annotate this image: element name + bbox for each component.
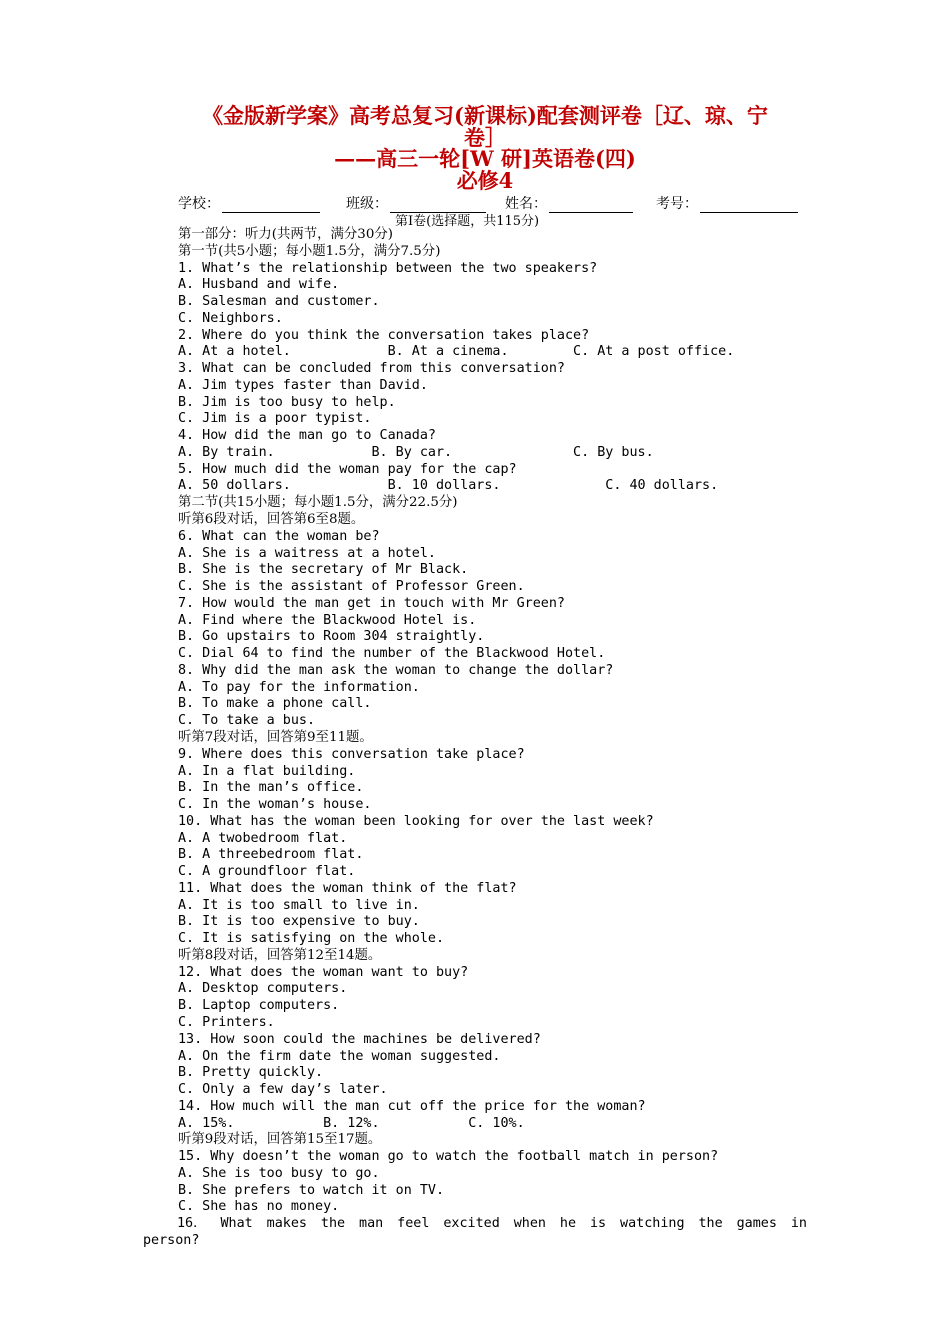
text-line: C. Printers.: [178, 1014, 275, 1030]
text-line: 3. What can be concluded from this conversation?: [178, 361, 565, 377]
text-line: 15. Why doesn’t the woman go to watch the football match in person?: [178, 1149, 719, 1165]
question-16-word: the: [320, 1216, 346, 1231]
text-line: A. Jim types faster than David.: [178, 377, 428, 393]
text-line: B. Go upstairs to Room 304 straightly.: [178, 629, 485, 645]
text-line: 1. What’s the relationship between the two speakers?: [178, 260, 598, 276]
question-16-word: makes: [266, 1216, 307, 1231]
text-line: A. Desktop computers.: [178, 981, 348, 997]
question-16-word: excited: [443, 1216, 500, 1231]
doc-title-line2: 卷］: [464, 125, 506, 150]
question-16-word: man: [359, 1216, 384, 1231]
exam-no-blank[interactable]: [700, 198, 798, 213]
text-line: 4. How did the man go to Canada?: [178, 428, 436, 444]
text-line: 8. Why did the man ask the woman to change the dollar?: [178, 662, 614, 678]
text-line: 13. How soon could the machines be delivered?: [178, 1031, 541, 1047]
question-16-word: is: [589, 1216, 607, 1231]
text-line: C. In the woman’s house.: [178, 797, 372, 813]
text-line: A. It is too small to live in.: [178, 897, 420, 913]
text-line: B. Laptop computers.: [178, 998, 340, 1014]
question-16-word: 16．: [177, 1216, 207, 1231]
text-line: B. She prefers to watch it on TV.: [178, 1182, 445, 1198]
text-line: C. It is satisfying on the whole.: [178, 931, 445, 947]
exam-no-field: 考号：: [656, 193, 798, 213]
text-line: 9. Where does this conversation take place?: [178, 746, 525, 762]
text-line: A. She is too busy to go.: [178, 1165, 380, 1181]
question-16-continuation: person?: [143, 1232, 200, 1248]
text-line: 听第9段对话，回答第15至17题。: [178, 1132, 382, 1148]
text-line: C. She is the assistant of Professor Green.: [178, 579, 525, 595]
text-line: C. She has no money.: [178, 1199, 340, 1215]
question-16-word: games: [736, 1216, 777, 1231]
question-16-word: the: [698, 1216, 723, 1231]
school-blank[interactable]: [222, 198, 320, 213]
text-line: A. On the firm date the woman suggested.: [178, 1048, 501, 1064]
text-line: 10. What has the woman been looking for over the last week?: [178, 813, 654, 829]
text-line: B. Pretty quickly.: [178, 1065, 324, 1081]
text-line: B. In the man’s office.: [178, 780, 364, 796]
text-line: B. Salesman and customer.: [178, 294, 380, 310]
class-field: 班级：: [346, 193, 486, 213]
section-title: 第Ⅰ卷(选择题，共115分): [395, 214, 540, 229]
text-line: B. She is the secretary of Mr Black.: [178, 562, 469, 578]
question-16-word: when: [513, 1216, 546, 1231]
text-line: 听第7段对话，回答第9至11题。: [178, 729, 373, 745]
text-line: 第二节(共15小题；每小题1.5分，满分22.5分): [178, 495, 458, 511]
text-line: C. A groundfloor flat.: [178, 864, 356, 880]
name-blank[interactable]: [549, 198, 633, 213]
text-line: A. At a hotel. B. At a cinema. C. At a post office.: [178, 344, 735, 360]
text-line: 听第6段对话，回答第6至8题。: [178, 512, 365, 528]
text-line: C. Dial 64 to find the number of the Blackwood Hotel.: [178, 646, 606, 662]
text-line: A. 50 dollars. B. 10 dollars. C. 40 dollars.: [178, 478, 719, 494]
text-line: B. A threebedroom flat.: [178, 847, 364, 863]
text-line: 第一节(共5小题；每小题1.5分，满分7.5分): [178, 243, 441, 259]
text-line: B. To make a phone call.: [178, 696, 372, 712]
text-line: C. Neighbors.: [178, 310, 283, 326]
text-line: 第一部分：听力(共两节，满分30分): [178, 227, 393, 242]
doc-title-line1: 《金版新学案》高考总复习(新课标)配套测评卷［辽、琼、宁: [202, 103, 768, 128]
doc-title-line3: ——高三一轮[W 研]英语卷(四): [334, 146, 636, 171]
text-line: A. To pay for the information.: [178, 679, 420, 695]
text-line: 12. What does the woman want to buy?: [178, 964, 469, 980]
name-field: 姓名：: [505, 193, 633, 213]
question-16-word: he: [559, 1216, 577, 1231]
question-16-word: feel: [397, 1216, 430, 1231]
text-line: A. A twobedroom flat.: [178, 830, 348, 846]
text-line: 听第8段对话，回答第12至14题。: [178, 947, 382, 963]
question-16-word: watching: [620, 1216, 685, 1231]
text-line: A. She is a waitress at a hotel.: [178, 545, 436, 561]
question-16-word: What: [220, 1216, 253, 1231]
text-line: 7. How would the man get in touch with Mr Green?: [178, 595, 565, 611]
text-line: 14. How much will the man cut off the price for the woman?: [178, 1098, 646, 1114]
text-line: C. Jim is a poor typist.: [178, 411, 372, 427]
text-line: A. 15%. B. 12%. C. 10%.: [178, 1115, 525, 1131]
question-16-word: in: [790, 1216, 807, 1231]
text-line: A. Husband and wife.: [178, 277, 340, 293]
text-line: B. It is too expensive to buy.: [178, 914, 420, 930]
question-body: [178, 227, 818, 1216]
student-info-row: [178, 193, 818, 211]
question-16-line: [143, 1216, 807, 1233]
text-line: 5. How much did the woman pay for the cap?: [178, 461, 517, 477]
text-line: A. In a flat building.: [178, 763, 356, 779]
text-line: A. Find where the Blackwood Hotel is.: [178, 612, 477, 628]
text-line: B. Jim is too busy to help.: [178, 394, 396, 410]
text-line: 6. What can the woman be?: [178, 528, 380, 544]
doc-title-line4: 必修4: [456, 168, 514, 193]
text-line: C. To take a bus.: [178, 713, 316, 729]
text-line: C. Only a few day’s later.: [178, 1082, 388, 1098]
school-field: 学校：: [178, 193, 320, 213]
text-line: 11. What does the woman think of the flat?: [178, 880, 517, 896]
text-line: A. By train. B. By car. C. By bus.: [178, 444, 654, 460]
text-line: 2. Where do you think the conversation takes place?: [178, 327, 590, 343]
question-16: [143, 1216, 807, 1250]
